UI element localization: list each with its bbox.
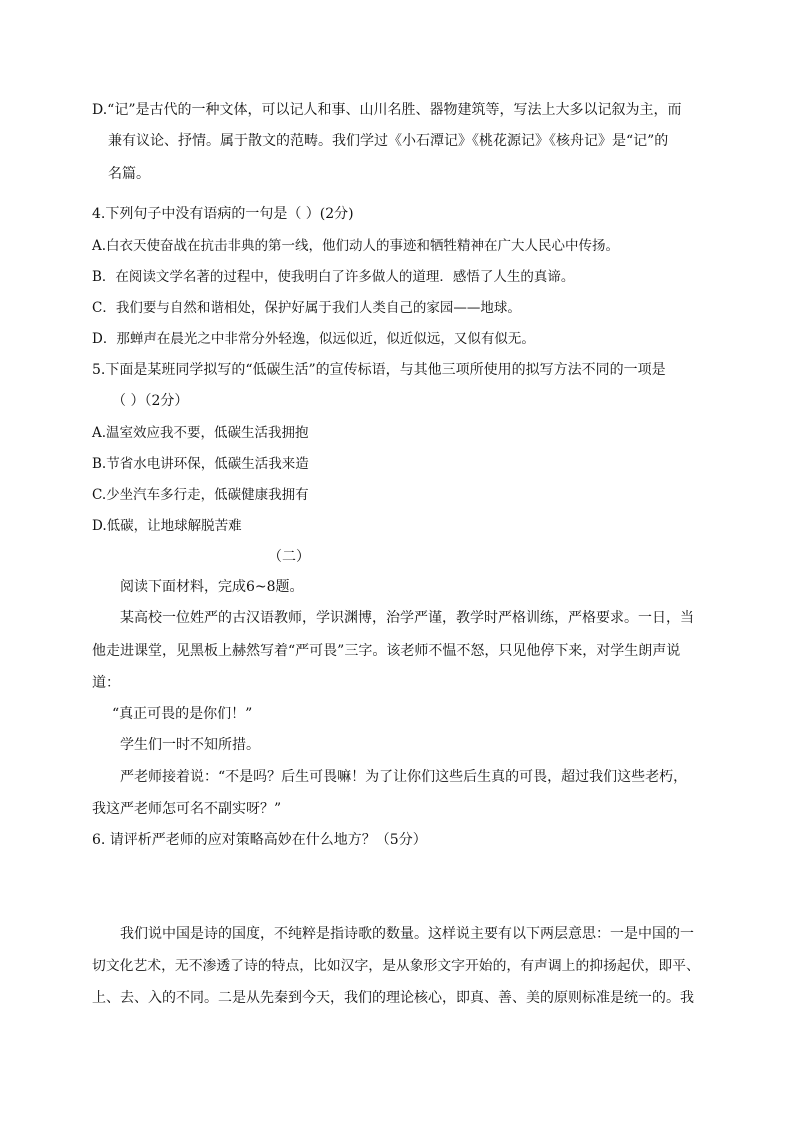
question-5-option-a: A.温室效应我不要，低碳生活我拥抱: [92, 425, 309, 441]
question-4-option-a: A.白衣天使奋战在抗击非典的第一线，他们动人的事迹和牺牲精神在广大人民心中传扬。: [92, 238, 620, 254]
question-4: 4.下列句子中没有语病的一句是（ ）(2分): [92, 206, 354, 222]
question-4-option-b: B．在阅读文学名著的过程中，使我明白了许多做人的道理．感悟了人生的真谛。: [92, 269, 575, 285]
d-option-line-3: 名篇。: [108, 166, 150, 182]
question-5-option-d: D.低碳，让地球解脱苦难: [92, 518, 242, 534]
paragraph-4-line-3: 上、去、入的不同。二是从先秦到今天，我们的理论核心，即真、善、美的原则标准是统一的。我: [92, 990, 694, 1006]
quote-line: “真正可畏的是你们！”: [112, 706, 253, 722]
question-6: 6. 请评析严老师的应对策略高妙在什么地方？（5分）: [92, 832, 427, 848]
paragraph-2: 学生们一时不知所措。: [120, 737, 260, 753]
paragraph-4-line-1: 我们说中国是诗的国度，不纯粹是指诗歌的数量。这样说主要有以下两层意思：一是中国的一: [120, 926, 694, 942]
question-5-option-c: C.少坐汽车多行走，低碳健康我拥有: [92, 487, 309, 503]
paragraph-1-line-2: 他走进课堂，见黑板上赫然写着“严可畏”三字。该老师不愠不怒，只见他停下来，对学生朗声说: [92, 643, 681, 659]
paragraph-3-line-2: 我这严老师怎可名不副实呀？”: [92, 801, 282, 817]
section-heading: （二）: [268, 549, 310, 565]
paragraph-4-line-2: 切文化艺术，无不渗透了诗的特点，比如汉字，是从象形文字开始的，有声调上的抑扬起伏，即平、: [92, 958, 700, 974]
paragraph-1-line-3: 道：: [92, 675, 120, 691]
paragraph-3-line-1: 严老师接着说：“不是吗？后生可畏嘛！为了让你们这些后生真的可畏，超过我们这些老朽，: [120, 769, 688, 785]
paragraph-1-line-1: 某高校一位姓严的古汉语教师，学识渊博，治学严谨，教学时严格训练，严格要求。一日，当: [120, 610, 694, 626]
question-5-line-1: 5.下面是某班同学拟写的“低碳生活”的宣传标语，与其他三项所使用的拟写方法不同的一项是: [92, 362, 666, 378]
question-4-option-c: C．我们要与自然和谐相处，保护好属于我们人类自己的家园——地球。: [92, 300, 521, 316]
reading-instruction: 阅读下面材料，完成6~8题。: [120, 579, 304, 595]
d-option-line-2: 兼有议论、抒情。属于散文的范畴。我们学过《小石潭记》《桃花源记》《核舟记》是“记”的: [108, 133, 669, 149]
question-5-line-2: （ ）（2分）: [112, 393, 189, 409]
question-5-option-b: B.节省水电讲环保，低碳生活我来造: [92, 456, 309, 472]
question-4-option-d: D．那蝉声在晨光之中非常分外轻逸，似远似近，似近似远，又似有似无。: [92, 331, 535, 347]
d-option-line-1: D.“记”是古代的一种文体，可以记人和事、山川名胜、器物建筑等，写法上大多以记叙为主，而: [92, 102, 682, 118]
